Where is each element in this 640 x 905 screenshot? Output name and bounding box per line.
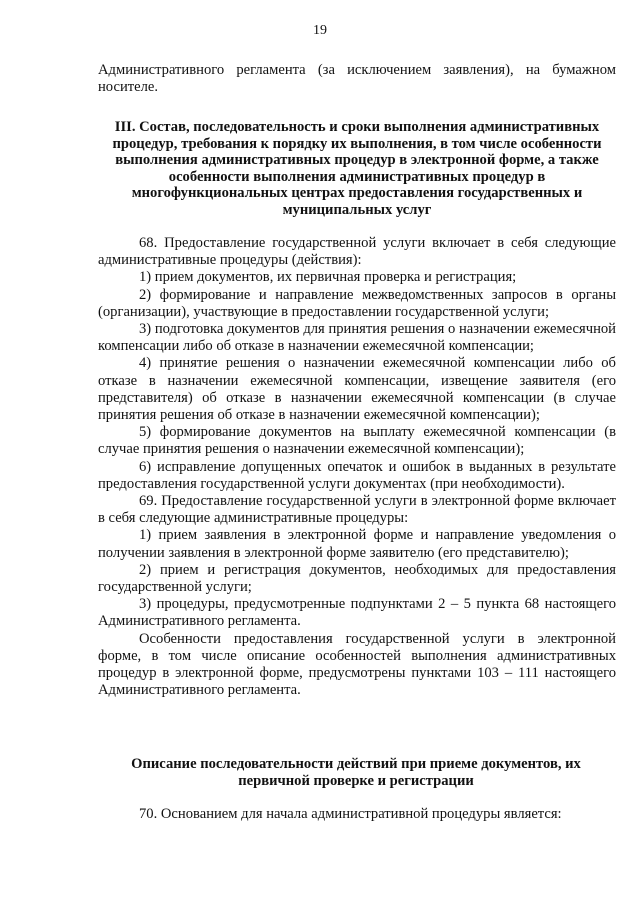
list-item-68-6: 6) исправление допущенных опечаток и ошибок в выданных в результате предоставления государственной услуги документах (при необходимости). — [98, 458, 616, 492]
list-item-68-2: 2) формирование и направление межведомственных запросов в органы (организации), участвующие в предоставлении государственной услуги; — [98, 286, 616, 320]
page-number: 19 — [313, 23, 327, 38]
list-item-68-4: 4) принятие решения о назначении ежемесячной компенсации либо об отказе в назначении ежемесячной компенсации, извещение заявителя (его представителя) об отказе в назначении ежемесячной компенсации (в случае принятия решения об отказе в назначении ежемесячной компенсации); — [98, 355, 616, 424]
paragraph-electronic-features: Особенности предоставления государственной услуги в электронной форме, в том числе описание особенностей выполнения административных процедур в электронной форме, предусмотрены пунктами 103 – 111 настоящего Административного регламента. — [98, 630, 616, 699]
section-heading: III. Состав, последовательность и сроки выполнения административных процедур, требования к порядку их выполнения, в том числе особенности выполнения административных процедур в электронной форме, а также особенности выполнения административных процедур в многофункциональных центрах предоставления государственных и муниципальных услуг — [112, 119, 602, 218]
list-item-68-1: 1) прием документов, их первичная проверка и регистрация; — [139, 269, 517, 286]
continuation-text: Административного регламента (за исключением заявления), на бумажном носителе. — [98, 62, 616, 96]
continuation-block — [98, 62, 616, 96]
body-section — [98, 235, 616, 699]
paragraph-70: 70. Основанием для начала административной процедуры является: — [139, 806, 562, 822]
list-item-69-2: 2) прием и регистрация документов, необходимых для предоставления государственной услуги; — [98, 561, 616, 596]
paragraph-69: 69. Предоставление государственной услуги в электронной форме включает в себя следующие административные процедуры: — [98, 493, 616, 527]
list-item-69-1: 1) прием заявления в электронной форме и направление уведомления о получении заявления в электронной форме заявителю (его представителю); — [98, 527, 616, 561]
list-item-68-5: 5) формирование документов на выплату ежемесячной компенсации (в случае принятия решения о назначении ежемесячной компенсации); — [98, 424, 616, 458]
sub-heading-block — [96, 756, 616, 791]
sub-heading: Описание последовательности действий при приеме документов, их первичной проверке и регистрации — [131, 756, 581, 790]
section-heading-block — [98, 119, 616, 219]
list-item-69-3: 3) процедуры, предусмотренные подпунктами 2 – 5 пункта 68 настоящего Административного регламента. — [98, 596, 616, 630]
body-section-2 — [98, 806, 616, 823]
list-item-68-3: 3) подготовка документов для принятия решения о назначении ежемесячной компенсации либо об отказе в назначении ежемесячной компенсации; — [98, 321, 616, 355]
paragraph-68: 68. Предоставление государственной услуги включает в себя следующие административные процедуры (действия): — [98, 235, 616, 269]
